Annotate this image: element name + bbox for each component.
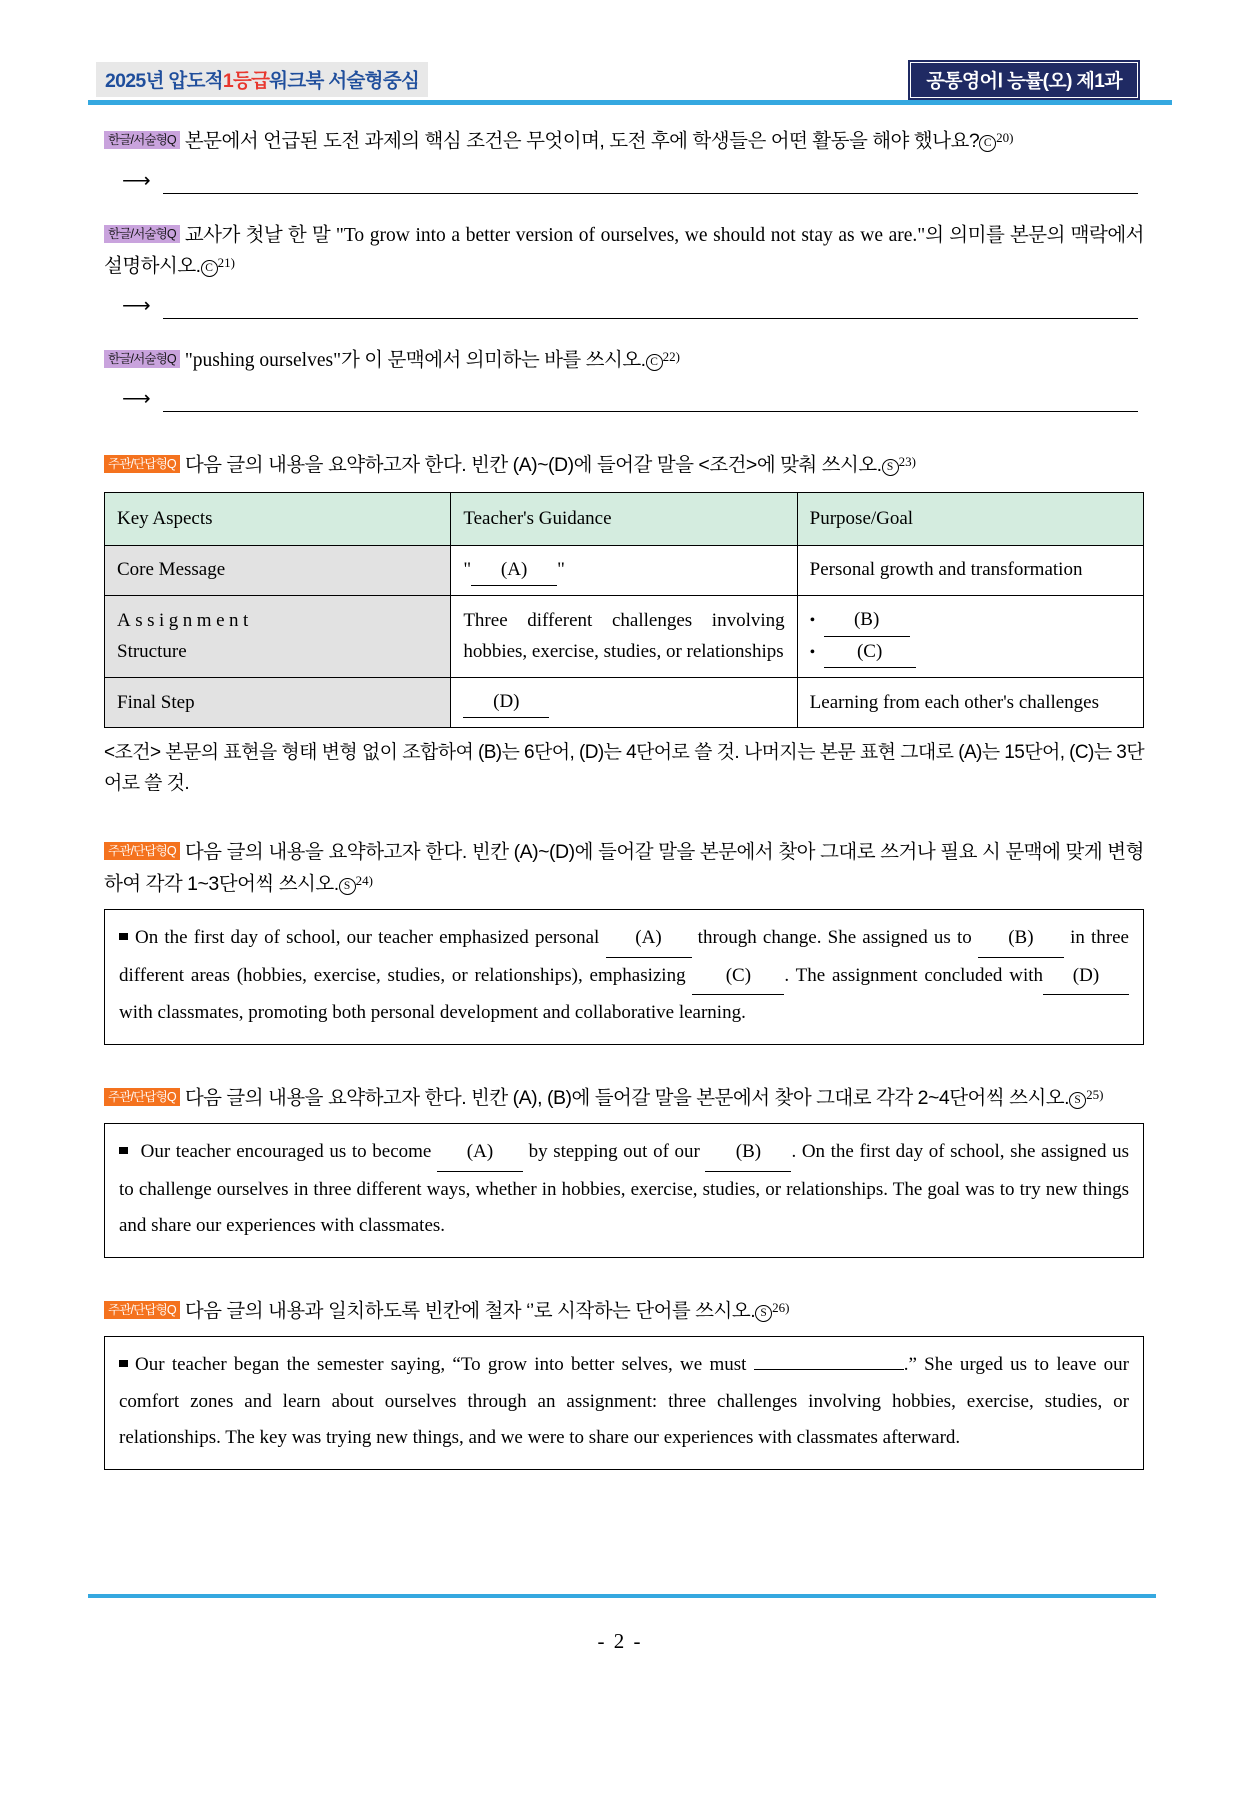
- blank-c[interactable]: (C): [692, 958, 784, 995]
- question-23-text: 다음 글의 내용을 요약하고자 한다. 빈칸 (A)~(D)에 들어갈 말을 <조건>에 맞춰 쓰시오.: [184, 454, 882, 477]
- footer-divider-rule: [88, 1594, 1156, 1598]
- workbook-title-prefix: 2025년 압도적: [105, 70, 223, 92]
- question-22-index: 22): [662, 348, 680, 364]
- arrow-icon: ⟶: [122, 169, 151, 192]
- spacer: [104, 416, 1144, 450]
- arrow-icon: ⟶: [122, 388, 151, 411]
- question-21-quote: "To grow into a better version of ourselves, we should not stay as we are.": [335, 224, 926, 246]
- question-22-quote: "pushing ourselves": [184, 349, 342, 371]
- question-block-25: [104, 1083, 1144, 1258]
- blank-spelling[interactable]: [754, 1352, 904, 1370]
- worksheet-page: [0, 52, 1240, 1804]
- badge-short-answer: 주관/단답형Q: [104, 842, 180, 860]
- passage-25-part1: Our teacher encouraged us to become: [140, 1141, 437, 1163]
- course-chapter-label: 공통영어Ⅰ 능률(오) 제1과: [908, 60, 1140, 100]
- passage-box-25: [104, 1123, 1144, 1257]
- question-23-index: 23): [898, 454, 916, 470]
- question-23-number: [882, 455, 916, 475]
- passage-24-part3: in three different areas (hobbies, exercise, studies, or relationships), emphasizing: [119, 927, 1129, 986]
- question-block-24: [104, 837, 1144, 1045]
- passage-24-part2: through change. She assigned us to: [691, 927, 978, 949]
- spacer: [104, 1262, 1144, 1296]
- question-21-prompt: [104, 220, 1144, 283]
- answer-row-21: [122, 293, 1144, 319]
- bullet-square-icon: [119, 933, 128, 940]
- bullet-square-icon: [119, 1360, 128, 1367]
- purpose-bullet-c: [810, 637, 1131, 668]
- blank-d[interactable]: (D): [1043, 958, 1129, 995]
- arrow-icon: ⟶: [122, 294, 151, 317]
- marker-c-icon: C: [201, 260, 218, 277]
- badge-short-answer: 주관/단답형Q: [104, 455, 180, 473]
- cell-purpose-final-step: Learning from each other's challenges: [797, 678, 1143, 728]
- passage-24-part1: On the first day of school, our teacher emphasized personal: [135, 927, 606, 949]
- question-23-prompt: [104, 450, 1144, 482]
- question-26-number: [755, 1301, 789, 1321]
- question-20-prompt: [104, 126, 1144, 158]
- row-label-final-step: Final Step: [105, 678, 451, 728]
- question-21-index: 21): [217, 255, 235, 271]
- answer-input-line-22[interactable]: [163, 391, 1138, 412]
- question-26-prompt: [104, 1296, 1144, 1328]
- cell-guidance-assignment: Three different challenges involving hobbies, exercise, studies, or relationships: [451, 596, 797, 678]
- marker-s-icon: S: [339, 878, 356, 895]
- answer-row-20: [122, 168, 1144, 194]
- blank-a[interactable]: (A): [606, 920, 692, 957]
- question-block-23: [104, 450, 1144, 799]
- table-row: [105, 545, 1144, 595]
- question-24-text: 다음 글의 내용을 요약하고자 한다. 빈칸 (A)~(D)에 들어갈 말을 본문에서 찾아 그대로 쓰거나 필요 시 문맥에 맞게 변형하여 각각 1~3단어씩 쓰시오.: [104, 841, 1144, 895]
- summary-table: [104, 492, 1144, 729]
- table-row: [105, 596, 1144, 678]
- blank-c[interactable]: (C): [824, 637, 916, 668]
- bullet-icon: •: [809, 612, 816, 630]
- badge-korean-essay: 한글/서술형Q: [104, 350, 180, 368]
- question-20-number: [979, 131, 1013, 151]
- marker-c-icon: C: [646, 354, 663, 371]
- condition-note: <조건> 본문의 표현을 형태 변형 없이 조합하여 (B)는 6단어, (D)는 4단어로 쓸 것. 나머지는 본문 표현 그대로 (A)는 15단어, (C)는 3단어로 쓸 것.: [104, 742, 1144, 794]
- question-21-text-pre: 교사가 첫날 한 말: [184, 223, 336, 246]
- workbook-title-suffix: 워크북 서술형중심: [269, 70, 420, 92]
- table-row: [105, 678, 1144, 728]
- table-header-row: [105, 492, 1144, 545]
- question-block-21: [104, 220, 1144, 319]
- question-22-number: [646, 350, 680, 370]
- row-label-core-message: Core Message: [105, 545, 451, 595]
- purpose-bullet-b: [810, 605, 1131, 636]
- answer-input-line-21[interactable]: [163, 298, 1138, 319]
- question-25-number: [1069, 1088, 1103, 1108]
- passage-box-24: [104, 909, 1144, 1044]
- passage-26-part1: Our teacher began the semester saying, “To grow into better selves, we must: [135, 1354, 754, 1376]
- question-21-number: [201, 256, 235, 276]
- table-col-teachers-guidance: Teacher's Guidance: [451, 492, 797, 545]
- cell-guidance-core-message: [451, 545, 797, 595]
- workbook-title-highlight: 1등급: [222, 70, 270, 92]
- spacer: [104, 803, 1144, 837]
- blank-d[interactable]: (D): [463, 687, 549, 718]
- blank-a[interactable]: (A): [437, 1134, 523, 1171]
- row-label-assignment-structure: [105, 596, 451, 678]
- marker-s-icon: S: [1069, 1092, 1086, 1109]
- blank-a[interactable]: (A): [471, 555, 557, 586]
- badge-short-answer: 주관/단답형Q: [104, 1088, 180, 1106]
- question-24-index: 24): [355, 872, 373, 888]
- answer-row-22: [122, 386, 1144, 412]
- passage-25-part2: by stepping out of our: [522, 1141, 706, 1163]
- question-25-prompt: [104, 1083, 1144, 1115]
- passage-24-part5: with classmates, promoting both personal development and collaborative learning.: [119, 1002, 746, 1024]
- question-26-index: 26): [772, 1299, 790, 1315]
- question-25-index: 25): [1086, 1086, 1104, 1102]
- cell-purpose-assignment: [797, 596, 1143, 678]
- workbook-title: [96, 62, 428, 97]
- bullet-icon: •: [809, 643, 816, 661]
- blank-b[interactable]: (B): [705, 1134, 791, 1171]
- question-block-26: [104, 1296, 1144, 1470]
- question-20-index: 20): [996, 130, 1014, 145]
- passage-26-part2: .” She urged us to leave our comfort zones and learn about ourselves through an assignment: three challenges involving hobbies, exercise, studies, or relationships. The key was trying new things, and we were to share our experiences with classmates afterward.: [119, 1354, 1129, 1449]
- question-block-22: [104, 345, 1144, 413]
- badge-korean-essay: 한글/서술형Q: [104, 131, 180, 149]
- badge-short-answer: 주관/단답형Q: [104, 1301, 180, 1319]
- bullet-square-icon: [119, 1147, 128, 1154]
- question-21-text-post: 의 의미를 본문의 맥락에서 설명하시오.: [104, 223, 1144, 278]
- quote-open: ": [463, 558, 472, 580]
- cell-purpose-core-message: Personal growth and transformation: [797, 545, 1143, 595]
- question-26-text: 다음 글의 내용과 일치하도록 빈칸에 철자 ‘’로 시작하는 단어를 쓰시오.: [184, 1299, 756, 1322]
- question-22-text-post: 가 이 문맥에서 의미하는 바를 쓰시오.: [341, 348, 646, 371]
- passage-24-part4: . The assignment concluded with: [784, 964, 1043, 986]
- answer-input-line-20[interactable]: [163, 173, 1138, 194]
- blank-b[interactable]: (B): [978, 920, 1064, 957]
- passage-box-26: [104, 1336, 1144, 1469]
- header-divider-rule: [88, 100, 1172, 105]
- blank-b[interactable]: (B): [824, 605, 910, 636]
- spacer: [104, 323, 1144, 345]
- quote-close: ": [557, 558, 565, 580]
- table-col-key-aspects: Key Aspects: [105, 492, 451, 545]
- marker-s-icon: S: [882, 459, 899, 476]
- marker-c-icon: C: [979, 135, 996, 152]
- cell-guidance-final-step: [451, 678, 797, 728]
- question-20-text: 본문에서 언급된 도전 과제의 핵심 조건은 무엇이며, 도전 후에 학생들은 어떤 활동을 해야 했나요?: [184, 130, 980, 152]
- table-col-purpose-goal: Purpose/Goal: [797, 492, 1143, 545]
- spacer: [104, 198, 1144, 220]
- spacer: [104, 1049, 1144, 1083]
- page-number: - 2 -: [597, 1629, 643, 1653]
- badge-korean-essay: 한글/서술형Q: [104, 225, 180, 243]
- question-block-20: [104, 126, 1144, 194]
- marker-s-icon: S: [755, 1305, 772, 1322]
- question-22-prompt: [104, 345, 1144, 377]
- passage-25-part3: . On the first day of school, she assigned us to challenge ourselves in three different ways, whether in hobbies, exercise, studies, or relationships. The goal was to try new things and share our experiences with classmates.: [119, 1141, 1129, 1237]
- page-content: [104, 126, 1144, 1470]
- row-label-line1: Assignment: [117, 610, 253, 632]
- row-label-line2: Structure: [117, 640, 187, 662]
- question-24-number: [339, 874, 373, 894]
- question-25-text: 다음 글의 내용을 요약하고자 한다. 빈칸 (A), (B)에 들어갈 말을 본문에서 찾아 그대로 각각 2~4단어씩 쓰시오.: [184, 1086, 1070, 1109]
- question-24-prompt: [104, 837, 1144, 900]
- page-header: [96, 52, 1160, 110]
